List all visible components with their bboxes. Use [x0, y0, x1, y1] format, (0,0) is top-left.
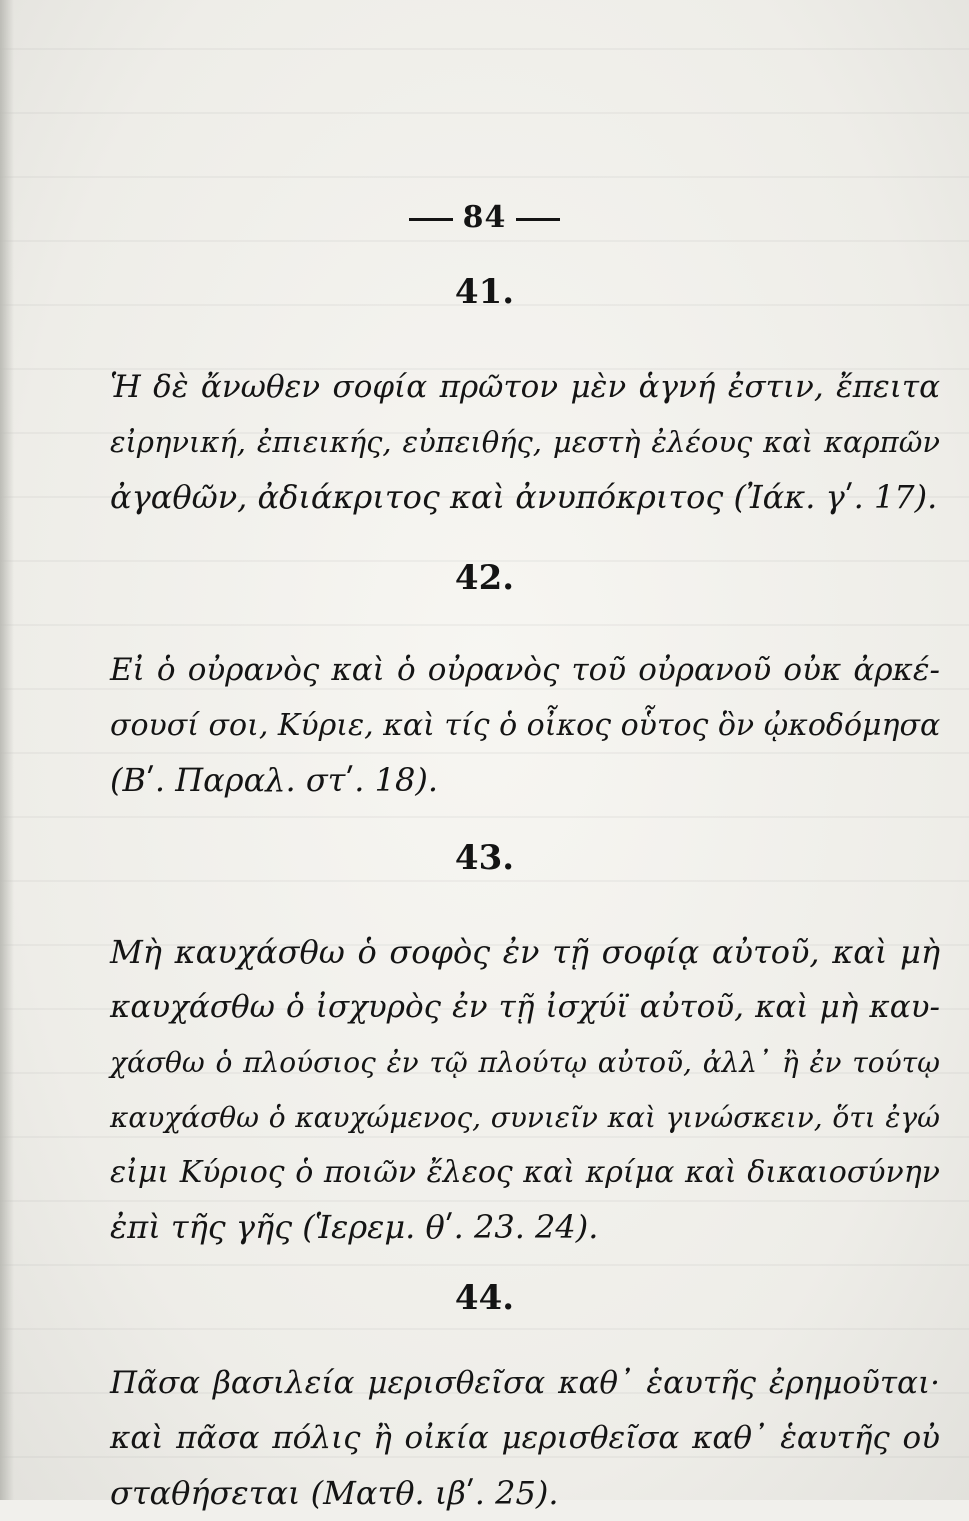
text-line: ἐπὶ τῆς γῆς (Ἱερεμ. θʹ. 23. 24). [110, 1208, 599, 1246]
section-number-42: 42. [454, 558, 515, 598]
page-number [0, 200, 969, 235]
right-dash [516, 218, 560, 221]
section-text-41 [110, 360, 940, 525]
text-line: καυχάσθω ὁ ἰσχυρὸς ἐν τῇ ἰσχύϊ αὐτοῦ, καὶ μὴ καυ- [110, 989, 940, 1025]
section-text-44 [110, 1356, 940, 1521]
text-line: Πᾶσα βασιλεία μερισθεῖσα καθ᾽ ἑαυτῆς ἐρημοῦται· [110, 1365, 940, 1401]
section-text-42 [110, 643, 940, 808]
left-dash [409, 218, 453, 221]
page-number-text: 84 [462, 200, 507, 235]
text-line: σουσί σοι, Κύριε, καὶ τίς ὁ οἶκος οὗτος ὃν ᾠκοδόμησα [110, 708, 941, 743]
text-line: χάσθω ὁ πλούσιος ἐν τῷ πλούτῳ αὐτοῦ, ἀλλ᾽ ἢ ἐν τούτῳ [110, 1046, 940, 1079]
text-line: ἀγαθῶν, ἀδιάκριτος καὶ ἀνυπόκριτος (Ἰάκ. γʹ. 17). [110, 478, 938, 516]
text-line: Εἰ ὁ οὐρανὸς καὶ ὁ οὐρανὸς τοῦ οὐρανοῦ οὐκ ἀρκέ- [110, 652, 940, 688]
text-line: εἰμι Κύριος ὁ ποιῶν ἔλεος καὶ κρίμα καὶ δικαιοσύνην [110, 1155, 940, 1190]
text-line: καυχάσθω ὁ καυχώμενος, συνιεῖν καὶ γινώσκειν, ὅτι ἐγώ [110, 1101, 940, 1134]
section-text-43 [110, 925, 940, 1255]
text-line: καὶ πᾶσα πόλις ἢ οἰκία μερισθεῖσα καθ᾽ ἑαυτῆς οὐ [110, 1420, 940, 1456]
section-number-44: 44. [454, 1278, 515, 1318]
text-line: Ἡ δὲ ἄνωθεν σοφία πρῶτον μὲν ἁγνή ἐστιν, ἔπειτα [110, 369, 940, 405]
section-number-43: 43. [454, 838, 515, 878]
text-line: Μὴ καυχάσθω ὁ σοφὸς ἐν τῇ σοφίᾳ αὐτοῦ, καὶ μὴ [110, 933, 940, 971]
text-line: (Βʹ. Παραλ. στʹ. 18). [110, 761, 438, 799]
text-line: σταθήσεται (Ματθ. ιβʹ. 25). [110, 1474, 559, 1512]
section-number-41: 41. [454, 272, 515, 312]
text-line: εἰρηνική, ἐπιεικής, εὐπειθής, μεστὴ ἐλέους καὶ καρπῶν [110, 425, 940, 459]
